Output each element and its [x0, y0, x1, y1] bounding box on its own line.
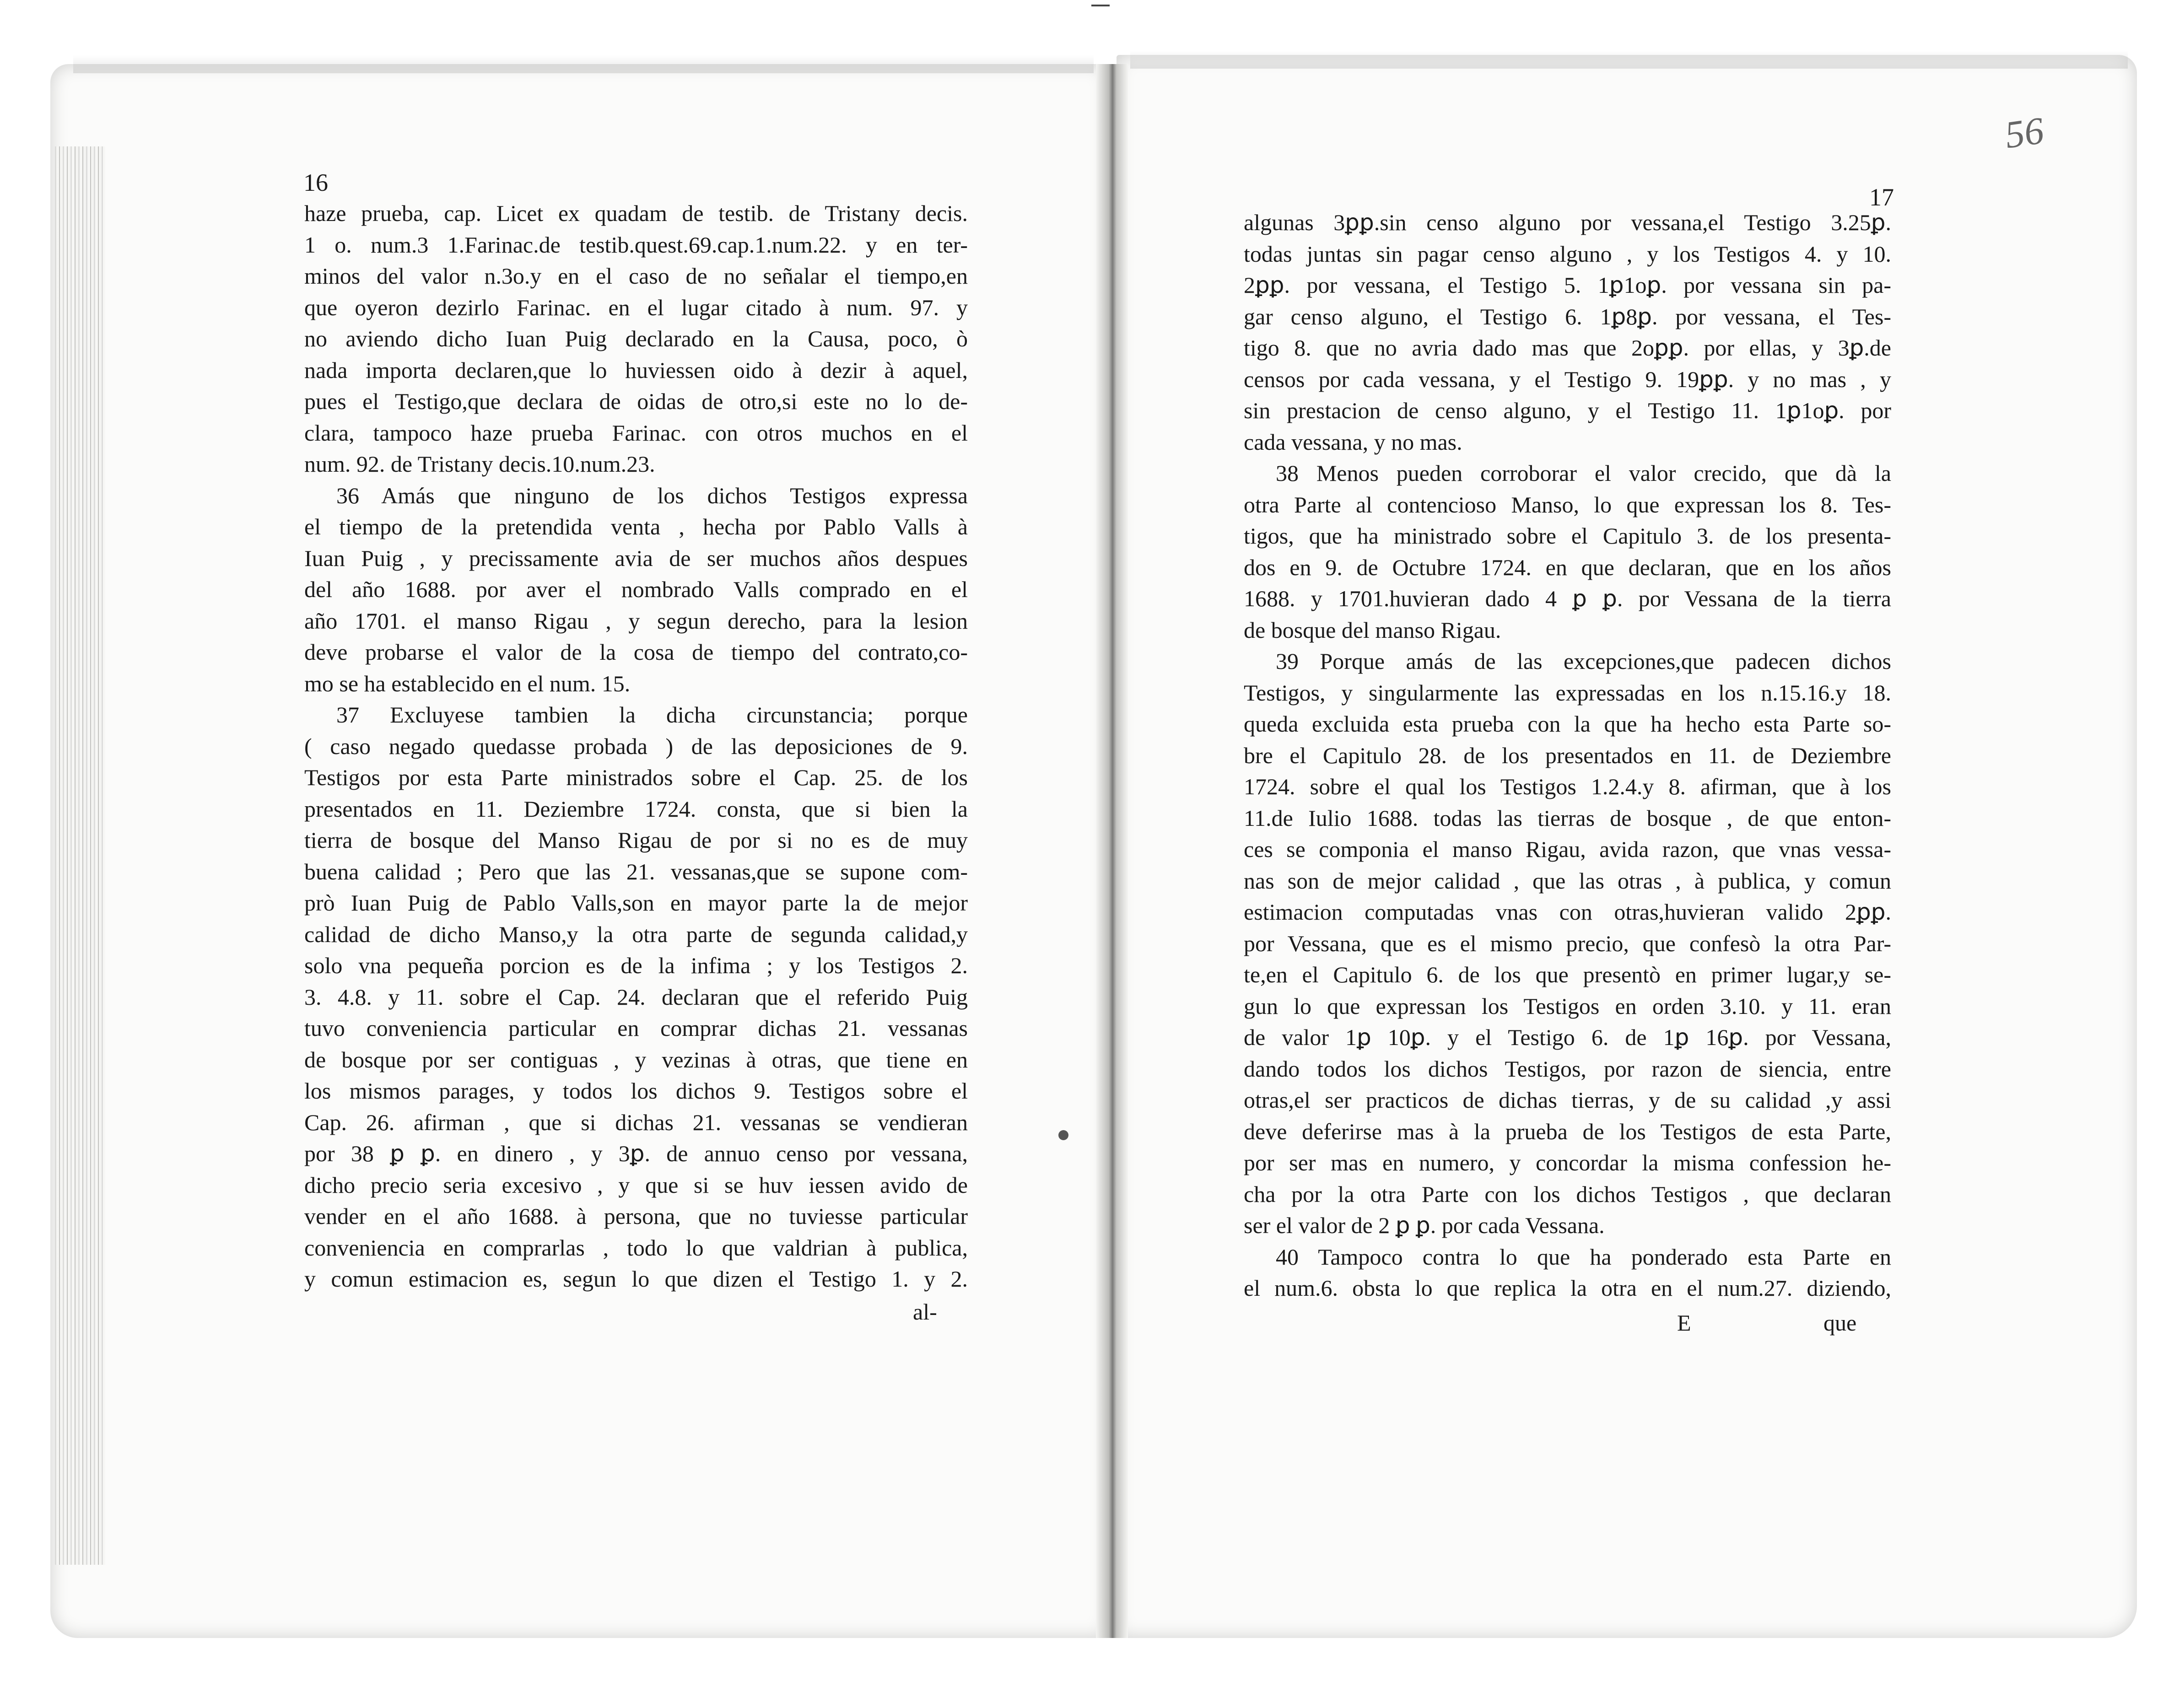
- text-line: otra Parte al contencioso Manso, lo que expressan los 8. Tes-: [1244, 491, 1891, 517]
- signature-mark: E: [1677, 1310, 1691, 1336]
- page-top-shadow: [1130, 50, 2128, 69]
- text-line: año 1701. el manso Rigau , y segun derecho, para la lesion: [304, 608, 968, 634]
- text-line: Testigos, y singularmente las expressadas en los n.15.16.y 18.: [1244, 679, 1891, 706]
- text-line: gar censo alguno, el Testigo 6. 1ꝑ8ꝑ. por vessana, el Tes-: [1244, 303, 1891, 329]
- text-line: los mismos parages, y todos los dichos 9. Testigos sobre el: [304, 1078, 968, 1104]
- text-line: de bosque por ser contiguas , y vezinas à otras, que tiene en: [304, 1046, 968, 1072]
- text-line: Cap. 26. afirman , que si dichas 21. vessanas se vendieran: [304, 1109, 968, 1135]
- text-line: dos en 9. de Octubre 1724. en que declaran, que en los años: [1244, 554, 1891, 580]
- text-line: otras,el ser practicos de dichas tierras, y de su calidad ,y assi: [1244, 1087, 1891, 1113]
- text-line: Testigos por esta Parte ministrados sobre el Cap. 25. de los: [304, 765, 968, 790]
- text-line: te,en el Capitulo 6. de los que presentò en primer lugar,y se-: [1244, 962, 1891, 987]
- text-line: cada vessana, y no mas.: [1244, 429, 1462, 455]
- text-line: nas son de mejor calidad , que las otras , à publica, y comun: [1244, 867, 1891, 894]
- text-line: clara, tampoco haze prueba Farinac. con otros muchos en el: [304, 420, 968, 446]
- catchword-left: al-: [913, 1299, 937, 1325]
- paragraph-40-start: 40 Tampoco contra lo que ha ponderado esta Parte en: [1276, 1244, 1891, 1270]
- text-line: censos por cada vessana, y el Testigo 9. 19ꝑꝑ. y no mas , y: [1244, 366, 1891, 392]
- paragraph-39-start: 39 Porque amás de las excepciones,que padecen dichos: [1276, 648, 1891, 674]
- paragraph-36-start: 36 Amás que ninguno de los dichos Testigos expressa: [336, 482, 968, 508]
- text-line: ser el valor de 2 ꝑ ꝑ. por cada Vessana.: [1244, 1212, 1605, 1238]
- text-line: por Vessana, que es el mismo precio, que confesò la otra Par-: [1244, 930, 1891, 956]
- text-line: ( caso negado quedasse probada ) de las deposiciones de 9.: [304, 733, 968, 759]
- text-line: pues el Testigo,que declara de oidas de otro,si este no lo de-: [304, 388, 968, 414]
- text-line: 1688. y 1701.huvieran dado 4 ꝑ ꝑ. por Vessana de la tierra: [1244, 586, 1891, 611]
- text-line: ces se componia el manso Rigau, avida razon, que vnas vessa-: [1244, 836, 1891, 862]
- text-line: tuvo conveniencia particular en comprar dichas 21. vessanas: [304, 1015, 968, 1041]
- text-line: del año 1688. por aver el nombrado Valls comprado en el: [304, 577, 968, 602]
- page-edges: [55, 146, 105, 1565]
- right-text-column: [1244, 207, 1891, 1304]
- text-line: Iuan Puig , y precissamente avia de ser muchos años despues: [304, 545, 968, 571]
- text-line: deve probarse el valor de la cosa de tiempo del contrato,co-: [304, 639, 968, 665]
- text-line: algunas 3ꝑꝑ.sin censo alguno por vessana,el Testigo 3.25ꝑ.: [1244, 210, 1891, 235]
- text-line: minos del valor n.3o.y en el caso de no señalar el tiempo,en: [304, 263, 968, 289]
- text-line: dicho precio seria excesivo , y que si se huv iessen avido de: [304, 1172, 968, 1198]
- book-gutter: [1096, 64, 1128, 1638]
- text-line: 2ꝑꝑ. por vessana, el Testigo 5. 1ꝑ1oꝑ. por vessana sin pa-: [1244, 272, 1891, 298]
- text-line: haze prueba, cap. Licet ex quadam de testib. de Tristany decis.: [304, 200, 968, 226]
- text-line: todas juntas sin pagar censo alguno , y los Testigos 4. y 10.: [1244, 241, 1891, 267]
- page-top-shadow: [73, 55, 1094, 73]
- text-line: dando todos los dichos Testigos, por razon de siencia, entre: [1244, 1056, 1891, 1082]
- text-line: 1724. sobre el qual los Testigos 1.2.4.y 8. afirman, que à los: [1244, 774, 1891, 799]
- text-line: que oyeron dezirlo Farinac. en el lugar citado à num. 97. y: [304, 294, 968, 320]
- handwritten-folio-number: 56: [2002, 109, 2047, 157]
- text-line: prò Iuan Puig de Pablo Valls,son en mayor parte la de mejor: [304, 890, 968, 916]
- text-line: 1 o. num.3 1.Farinac.de testib.quest.69.cap.1.num.22. y en ter-: [304, 232, 968, 258]
- text-line: nada importa declaren,que lo huviessen oido à dezir à aquel,: [304, 357, 968, 383]
- text-line: el tiempo de la pretendida venta , hecha por Pablo Valls à: [304, 514, 968, 539]
- text-line: tierra de bosque del Manso Rigau de por si no es de muy: [304, 827, 968, 853]
- left-text-column: [304, 198, 968, 1295]
- catchword-right: que: [1823, 1310, 1857, 1336]
- text-line: bre el Capitulo 28. de los presentados en 11. de Deziembre: [1244, 742, 1891, 768]
- text-line: sin prestacion de censo alguno, y el Testigo 11. 1ꝑ1oꝑ. por: [1244, 398, 1891, 423]
- text-line: queda excluida esta prueba con la que ha hecho esta Parte so-: [1244, 711, 1891, 737]
- text-line: tigos, que ha ministrado sobre el Capitulo 3. de los presenta-: [1244, 523, 1891, 549]
- text-line: solo vna pequeña porcion es de la infima ; y los Testigos 2.: [304, 953, 968, 978]
- text-line: de valor 1ꝑ 10ꝑ. y el Testigo 6. de 1ꝑ 16ꝑ. por Vessana,: [1244, 1024, 1891, 1050]
- text-line: presentados en 11. Deziembre 1724. consta, que si bien la: [304, 796, 968, 822]
- text-line: 3. 4.8. y 11. sobre el Cap. 24. declaran que el referido Puig: [304, 984, 968, 1010]
- text-line: buena calidad ; Pero que las 21. vessanas,que se supone com-: [304, 858, 968, 884]
- text-line: mo se ha establecido en el num. 15.: [304, 670, 631, 696]
- text-line: deve deferirse mas à la prueba de los Testigos de esta Parte,: [1244, 1118, 1891, 1144]
- text-line: por ser mas en numero, y concordar la misma confession he-: [1244, 1150, 1891, 1175]
- text-line: no aviendo dicho Iuan Puig declarado en la Causa, poco, ò: [304, 326, 968, 351]
- text-line: estimacion computadas vnas con otras,huvieran valido 2ꝑꝑ.: [1244, 899, 1891, 925]
- text-line: vender en el año 1688. à persona, que no tuviesse particular: [304, 1203, 968, 1229]
- text-line: de bosque del manso Rigau.: [1244, 617, 1501, 643]
- paragraph-37-start: 37 Excluyese tambien la dicha circunstancia; porque: [336, 702, 968, 727]
- text-line: num. 92. de Tristany decis.10.num.23.: [304, 451, 655, 477]
- text-line: gun lo que expressan los Testigos en orden 3.10. y 11. eran: [1244, 993, 1891, 1019]
- text-line: por 38 ꝑ ꝑ. en dinero , y 3ꝑ. de annuo censo por vessana,: [304, 1141, 968, 1166]
- text-line: tigo 8. que no avria dado mas que 2oꝑꝑ. por ellas, y 3ꝑ.de: [1244, 335, 1891, 361]
- scan-mark: [1091, 5, 1110, 6]
- text-line: el num.6. obsta lo que replica la otra en el num.27. diziendo,: [1244, 1275, 1891, 1301]
- text-line: cha por la otra Parte con los dichos Testigos , que declaran: [1244, 1181, 1891, 1207]
- text-line: y comun estimacion es, segun lo que dizen el Testigo 1. y 2.: [304, 1266, 968, 1292]
- text-line: calidad de dicho Manso,y la otra parte de segunda calidad,y: [304, 921, 968, 947]
- page-number-right: 17: [1869, 183, 1894, 211]
- page-number-left: 16: [303, 169, 328, 196]
- text-line: conveniencia en comprarlas , todo lo que valdrian à publica,: [304, 1234, 968, 1261]
- binding-hole: [1058, 1130, 1068, 1140]
- text-line: 11.de Iulio 1688. todas las tierras de bosque , de que enton-: [1244, 805, 1891, 831]
- paragraph-38-start: 38 Menos pueden corroborar el valor crecido, que dà la: [1276, 460, 1891, 486]
